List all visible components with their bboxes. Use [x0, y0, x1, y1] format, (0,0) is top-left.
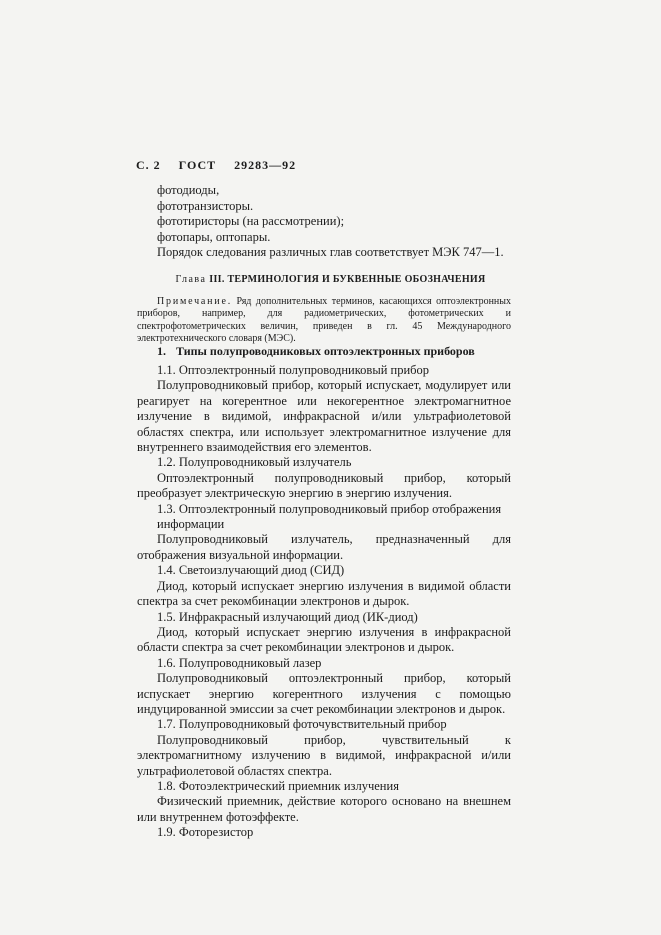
note-text: Ряд дополнительных терминов, касающихся оптоэлектронных приборов, например, для радиометрических, фотометрических и спектрофотометрических величин, приведен в гл. 45 Международного электротехнического словаря (МЭС).	[137, 296, 511, 345]
term-definition: Полупроводниковый оптоэлектронный прибор, который испускает энергию когерентного излучения с помощью индуцированной эмиссии за счет рекомбинации электронов и дырок.	[137, 671, 511, 716]
term-definition: Оптоэлектронный полупроводниковый прибор, который преобразует электрическую энергию в энергию излучения.	[137, 470, 511, 501]
term-definition: Диод, который испускает энергию излучения в видимой области спектра за счет рекомбинации электронов и дырок.	[137, 578, 511, 609]
list-item: фототранзисторы.	[157, 198, 254, 213]
terms-list	[137, 363, 511, 841]
list-item: фотопары, оптопары.	[157, 229, 271, 244]
standard-name: ГОСТ	[178, 158, 217, 172]
list-item: фототиристоры (на рассмотрении);	[157, 214, 345, 229]
note-paragraph	[137, 296, 511, 346]
note-label: Примечание.	[157, 296, 233, 307]
term-title: 1.5. Инфракрасный излучающий диод (ИК-диод)	[157, 609, 418, 624]
chapter-heading	[0, 274, 661, 285]
section-number: 1.	[157, 344, 166, 358]
standard-number: 29283—92	[234, 158, 297, 172]
term-definition: Диод, который испускает энергию излучения в инфракрасной области спектра за счет рекомбинации электронов и дырок.	[137, 624, 511, 655]
term-title: 1.6. Полупроводниковый лазер	[157, 655, 322, 670]
section-title: Типы полупроводниковых оптоэлектронных приборов	[176, 344, 475, 358]
term-title: 1.1. Оптоэлектронный полупроводниковый прибор	[157, 363, 430, 377]
term-title: 1.7. Полупроводниковый фоточувствительный прибор	[157, 717, 447, 732]
term-definition: Полупроводниковый прибор, который испускает, модулирует или реагирует на когерентное или некогерентное электромагнитное излучение в видимой, инфракрасной и/или ультрафиолетовой областях спектра, или использует электромагнитное излучение для внутреннего взаимодействия его элементов.	[137, 378, 511, 455]
chapter-title: III. ТЕРМИНОЛОГИЯ И БУКВЕННЫЕ ОБОЗНАЧЕНИЯ	[209, 274, 486, 285]
intro-list	[137, 183, 511, 261]
term-definition: Физический приемник, действие которого основано на внешнем или внутреннем фотоэффекте.	[137, 794, 511, 824]
term-title: 1.3. Оптоэлектронный полупроводниковый прибор отображения информации	[157, 501, 502, 532]
section-heading	[157, 344, 485, 359]
term-title: 1.4. Светоизлучающий диод (СИД)	[157, 563, 345, 578]
order-paragraph: Порядок следования различных глав соответствует МЭК 747—1.	[157, 245, 504, 260]
page-header	[136, 158, 310, 173]
term-title: 1.2. Полупроводниковый излучатель	[157, 455, 352, 470]
list-item: фотодиоды,	[157, 183, 220, 197]
chapter-label: Глава	[175, 274, 207, 285]
term-title: 1.8. Фотоэлектрический приемник излучения	[157, 778, 399, 793]
term-definition: Полупроводниковый излучатель, предназначенный для отображения визуальной информации.	[137, 532, 511, 562]
term-title: 1.9. Фоторезистор	[157, 825, 254, 840]
term-definition: Полупроводниковый прибор, чувствительный к электромагнитному излучению в видимой, инфракрасной и/или ультрафиолетовой областях спектра.	[137, 732, 511, 778]
page-number: С. 2	[136, 158, 161, 172]
